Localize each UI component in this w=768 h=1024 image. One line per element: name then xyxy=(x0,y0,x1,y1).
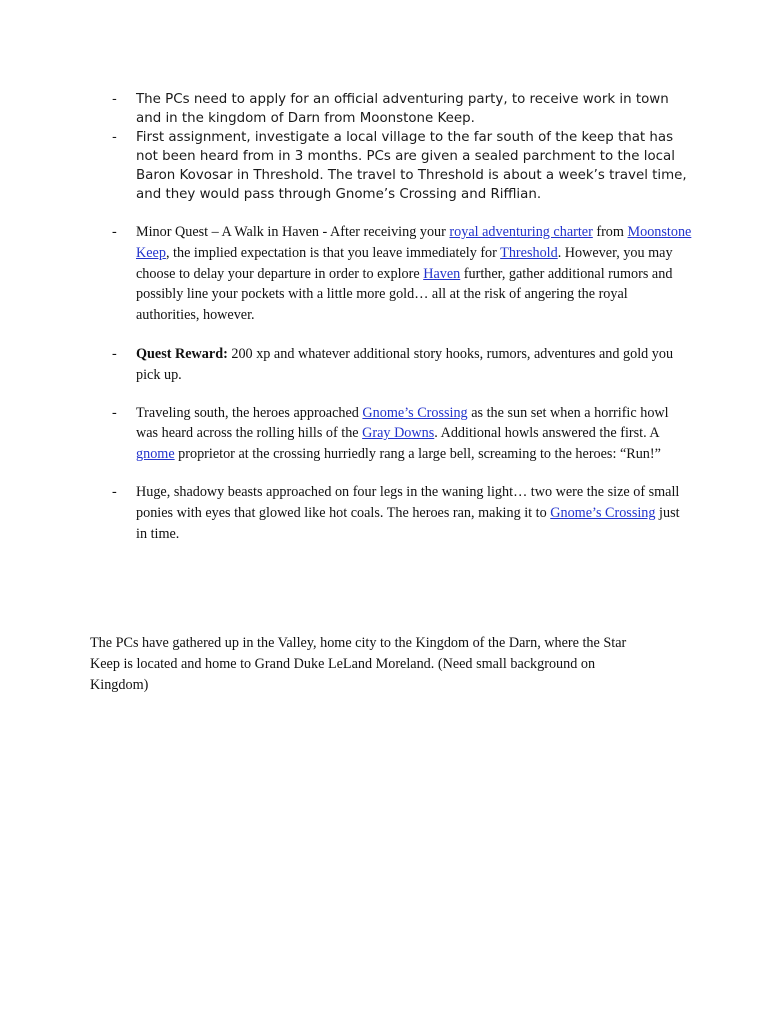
bullet-text: . However, you may choose to delay your departure in order to explore xyxy=(136,244,673,282)
bullet-dash: - xyxy=(112,130,117,145)
bullet-dash: - xyxy=(112,483,117,500)
closing-paragraph: The PCs have gathered up in the Valley, home city to the Kingdom of the Darn, where the Star Keep is located and home to Grand Duke LeLand Moreland. (Need small background on Kingdom) xyxy=(90,635,627,693)
link-haven[interactable]: Haven xyxy=(423,265,461,282)
bullet-text: from xyxy=(592,224,628,240)
bullet-text: just in time. xyxy=(136,504,680,542)
bullet-text: further, gather additional rumors and possibly line your pockets with a little more gold… all at the risk of angering the royal authorities, however. xyxy=(136,265,673,324)
bullet-text: as the sun set when a horrific howl was heard across the rolling hills of the xyxy=(136,404,669,442)
bullet-item-apply-party xyxy=(112,90,692,128)
link-royal-adventuring-charter[interactable]: royal adventuring charter xyxy=(449,224,593,240)
link-gray-downs[interactable]: Gray Downs xyxy=(362,425,435,442)
bullet-item-minor-quest xyxy=(112,222,692,326)
bullet-dash: - xyxy=(112,224,117,240)
bullet-item-shadowy-beasts xyxy=(112,482,692,544)
bullet-text: , the implied expectation is that you leave immediately for xyxy=(165,244,501,261)
bullet-text: First assignment, investigate a local village to the far south of the keep that has not been heard from in 3 months. PCs are given a sealed parchment to the local Baron Kovosar in Threshold. The travel to Threshold is about a week’s travel time, and they would pass through Gnome’s Crossing and Rifflian. xyxy=(136,130,687,202)
bullet-text: The PCs need to apply for an official adventuring party, to receive work in town and in the kingdom of Darn from Moonstone Keep. xyxy=(136,92,669,126)
bullet-text: Huge, shadowy beasts approached on four legs in the waning light… two were the size of small ponies with eyes that glowed like hot coals. The heroes ran, making it to xyxy=(136,483,680,521)
bullet-text: Minor Quest – A Walk in Haven - After receiving your xyxy=(136,224,450,240)
link-threshold[interactable]: Threshold xyxy=(500,244,558,261)
link-gnomes-crossing[interactable]: Gnome’s Crossing xyxy=(362,404,468,421)
link-moonstone-keep[interactable]: Moonstone Keep xyxy=(136,224,692,261)
bullet-item-quest-reward xyxy=(112,344,692,386)
bullet-list xyxy=(112,90,692,544)
bullet-text: Traveling south, the heroes approached xyxy=(136,404,363,421)
link-gnome[interactable]: gnome xyxy=(136,446,175,463)
bullet-text: 200 xp and whatever additional story hooks, rumors, adventures and gold you pick up. xyxy=(136,345,674,383)
bullet-text: . Additional howls answered the first. A xyxy=(434,425,659,442)
bullet-dash: - xyxy=(112,404,117,421)
link-gnomes-crossing-2[interactable]: Gnome’s Crossing xyxy=(550,504,656,521)
bullet-text: proprietor at the crossing hurriedly rang a large bell, screaming to the heroes: “Run!” xyxy=(174,446,661,463)
bullet-dash: - xyxy=(112,345,117,362)
bullet-item-traveling-south xyxy=(112,403,692,465)
bullet-item-first-assignment xyxy=(112,128,692,204)
bullet-dash: - xyxy=(112,92,117,107)
quest-reward-label: Quest Reward: xyxy=(136,345,228,362)
